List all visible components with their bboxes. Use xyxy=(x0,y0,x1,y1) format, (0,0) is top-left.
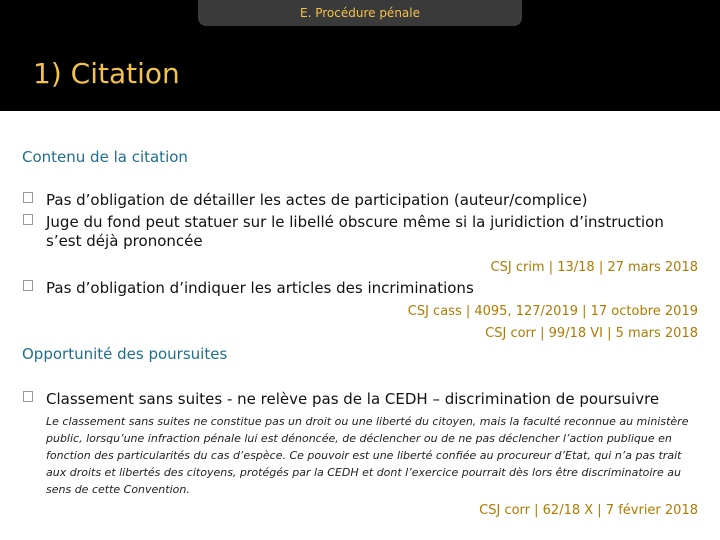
bullet-item xyxy=(23,191,693,210)
heading-opportunite: Opportunité des poursuites xyxy=(22,345,228,363)
bullet-item xyxy=(23,390,693,409)
bullet-marker-icon xyxy=(23,280,33,291)
bullet-marker-icon xyxy=(23,214,33,225)
bullet-text: Pas d’obligation d’indiquer les articles des incriminations xyxy=(46,279,474,297)
section-tab: E. Procédure pénale xyxy=(198,0,522,26)
bullet-item xyxy=(23,279,693,298)
case-reference: CSJ cass | 4095, 127/2019 | 17 octobre 2019 xyxy=(407,304,698,319)
case-reference: CSJ corr | 62/18 X | 7 février 2018 xyxy=(479,503,698,518)
heading-contenu: Contenu de la citation xyxy=(22,148,188,166)
quote-text: Le classement sans suites ne constitue pas un droit ou une liberté du citoyen, mais la faculté reconnue au ministère public, lorsqu’une infraction pénale lui est dénoncée, de déclencher ou de ne pas déclencher l’action publique en fonction des particularités du cas d’espèce. Ce pouvoir est une liberté confiée au procureur d’Etat, qui n’a pas trait aux droits et libertés des citoyens, protégés par la CEDH et dont l’exercice pourrait dès lors être discriminatoire au sens de cette Convention. xyxy=(46,415,689,496)
bullet-marker-icon xyxy=(23,192,33,203)
bullet-text: Pas d’obligation de détailler les actes de participation (auteur/complice) xyxy=(46,191,588,209)
case-reference: CSJ crim | 13/18 | 27 mars 2018 xyxy=(490,260,698,275)
bullet-text: Juge du fond peut statuer sur le libellé obscure même si la juridiction d’instruction s’est déjà prononcée xyxy=(46,213,664,250)
page-title: 1) Citation xyxy=(33,57,180,90)
bullet-marker-icon xyxy=(23,391,33,402)
bullet-text: Classement sans suites - ne relève pas de la CEDH – discrimination de poursuivre xyxy=(46,390,660,408)
case-reference: CSJ corr | 99/18 VI | 5 mars 2018 xyxy=(485,326,698,341)
bullet-item xyxy=(23,213,693,251)
